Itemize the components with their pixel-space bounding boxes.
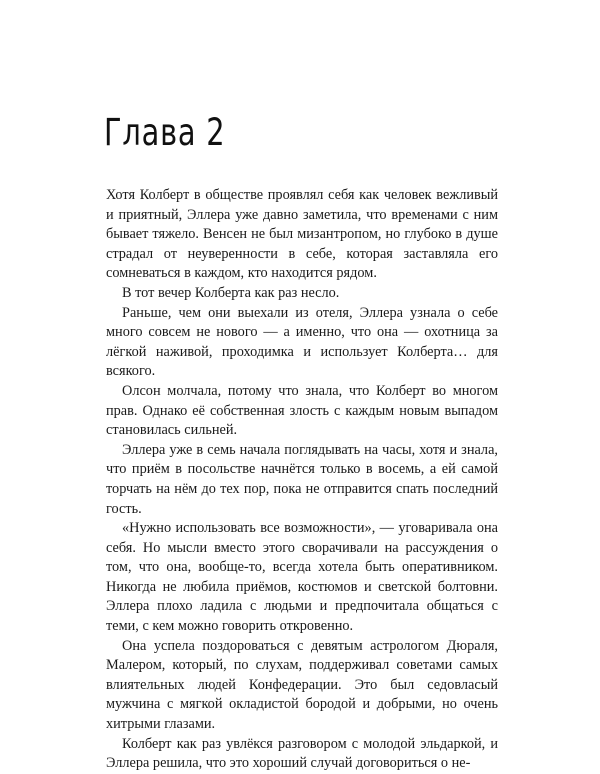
paragraph: «Нужно использовать все возможности», — уговаривала она себя. Но мысли вместо этого сворачивали на рассуждения о том, что она, вообще-то, всегда хотела быть оперативником. Никогда не любила приёмов, костюмов и светской болтовни. Эллера плохо ладила с людьми и предпочитала общаться с теми, с кем можно говорить откровенно. [106, 520, 498, 635]
chapter-body [106, 186, 498, 774]
paragraph: Раньше, чем они выехали из отеля, Эллера узнала о себе много совсем не нового — а именно, что она — охотница за лёгкой наживой, проходимка и использует Колберта… для всякого. [106, 304, 498, 380]
paragraph: В тот вечер Колберта как раз несло. [122, 284, 340, 301]
paragraph: Олсон молчала, потому что знала, что Колберт во многом прав. Однако её собственная злость с каждым новым выпадом становилась сильней. [106, 382, 498, 439]
paragraph: Хотя Колберт в обществе проявлял себя как человек вежливый и приятный, Эллера уже давно заметила, что временами с ним бывает тяжело. Венсен не был мизантропом, но глубоко в душе страдал от неуверенности в себе, которая заставляла его сомневаться в каждом, кто находится рядом. [106, 187, 498, 282]
paragraph: Колберт как раз увлёкся разговором с молодой эльдаркой, и Эллера решила, что это хороший случай договориться о не- [106, 735, 498, 772]
paragraph: Эллера уже в семь начала поглядывать на часы, хотя и знала, что приём в посольстве начнётся только в восемь, а ей самой торчать на нём до тех пор, пока не отправится спать последний гость. [106, 441, 498, 517]
paragraph: Она успела поздороваться с девятым астрологом Дюраля, Малером, который, по слухам, поддерживал советами самых влиятельных людей Конфедерации. Это был седовласый мужчина с мягкой окладистой бородой и добрыми, но очень хитрыми глазами. [106, 637, 498, 733]
chapter-title: Глава 2 [104, 111, 226, 154]
